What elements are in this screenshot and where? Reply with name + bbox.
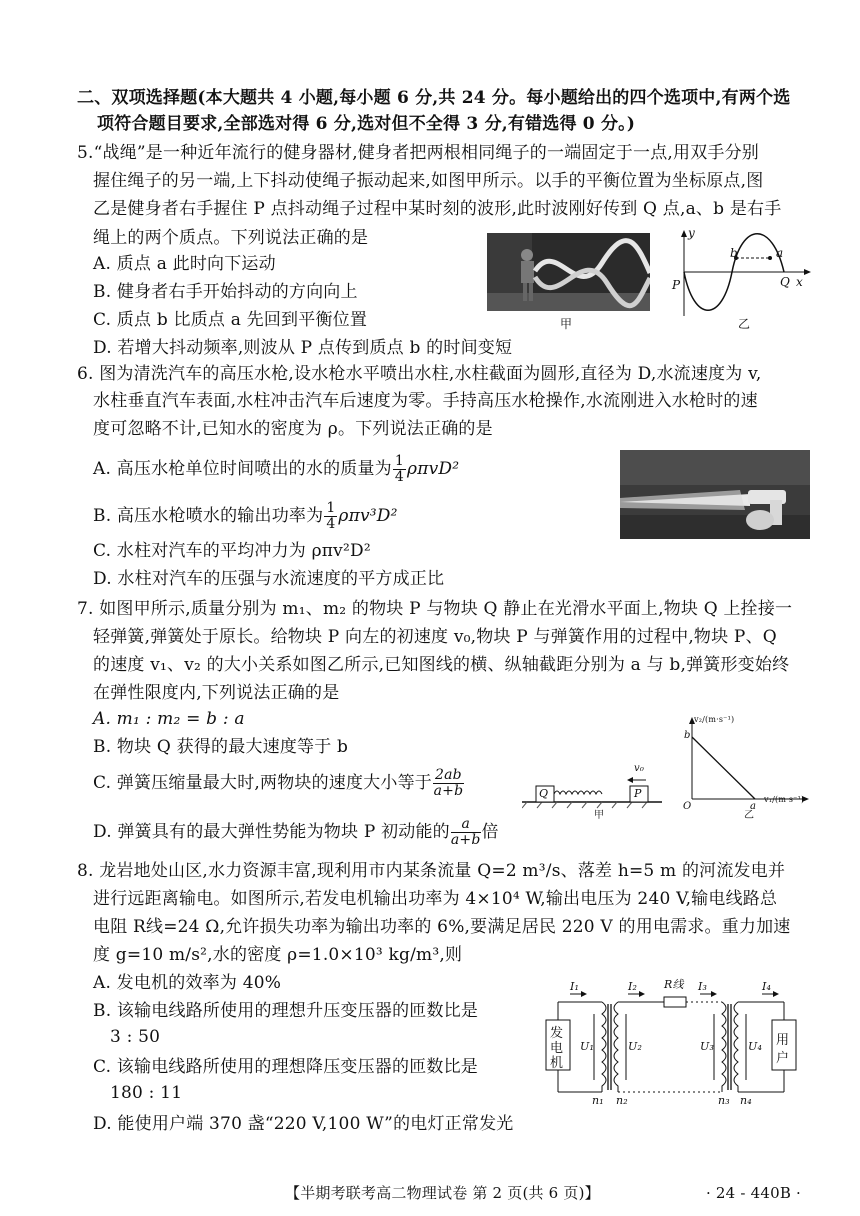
- graph-y-label: y: [688, 226, 695, 240]
- q7-fig-jia-caption: 甲: [594, 810, 605, 821]
- q6-stem-line1: 6. 图为清洗汽车的高压水枪,设水枪水平喷出水柱,水柱截面为圆形,直径为 D,水流速度为 v,: [77, 364, 762, 384]
- q7-stem-line1: 7. 如图甲所示,质量分别为 m₁、m₂ 的物块 P 与物块 Q 静止在光滑水平面上,物块 Q 上拴接一: [77, 599, 793, 619]
- turns-n4: n₄: [740, 1094, 752, 1107]
- q5-option-c[interactable]: C. 质点 b 比质点 a 先回到平衡位置: [93, 310, 368, 330]
- q6-a-fraction: $\frac{1}{4}$: [394, 453, 404, 485]
- graph-point-q: Q: [780, 275, 791, 289]
- generator-label: 发电机: [550, 1026, 564, 1071]
- q7-d-fraction: $\frac{a}{a+b}$: [450, 816, 481, 848]
- waveform-graph: [672, 228, 812, 323]
- q6-stem-line3: 度可忽略不计,已知水的密度为 ρ。下列说法正确的是: [93, 419, 493, 439]
- page-footer: 【半期考联考高二物理试卷 第 2 页(共 6 页)】: [285, 1184, 600, 1202]
- battle-rope-photo: [487, 233, 650, 311]
- q8-stem-line1: 8. 龙岩地处山区,水力资源丰富,现利用市内某条流量 Q=2 m³/s、落差 h=5 m 的河流发电并: [77, 861, 786, 881]
- paper-code: · 24 - 440B ·: [706, 1184, 802, 1202]
- q8-option-a[interactable]: A. 发电机的效率为 40%: [93, 973, 282, 993]
- graph-intercept-b: b: [684, 730, 691, 741]
- q8-option-c[interactable]: C. 该输电线路所使用的理想降压变压器的匝数比是: [93, 1057, 479, 1077]
- q8-stem-line3: 电阻 R线=24 Ω,允许损失功率为输出功率的 6%,要满足居民 220 V 的用电需求。重力加速: [93, 917, 791, 937]
- q8-stem-line4: 度 g=10 m/s²,水的密度 ρ=1.0×10³ kg/m³,则: [93, 945, 463, 965]
- turns-n2: n₂: [616, 1094, 628, 1107]
- block-q-label: Q: [539, 787, 549, 800]
- q8-stem-line2: 进行远距离输电。如图所示,若发电机输出功率为 4×10⁴ W,输出电压为 240 V,输电线路总: [93, 889, 778, 909]
- q5-fig-yi-caption: 乙: [738, 317, 751, 331]
- graph-v1-axis-label: v₁/(m·s⁻¹): [764, 795, 805, 804]
- q6-option-d[interactable]: D. 水柱对汽车的压强与水流速度的平方成正比: [93, 569, 445, 589]
- q7-option-d[interactable]: D. 弹簧具有的最大弹性势能为物块 P 初动能的 $\frac{a}{a+b}$ 倍: [93, 816, 499, 848]
- transmission-circuit: [540, 980, 810, 1110]
- graph-intercept-a: a: [750, 801, 757, 812]
- q6-option-a[interactable]: A. 高压水枪单位时间喷出的水的质量为 $\frac{1}{4}$ ρπvD²: [93, 453, 460, 485]
- q5-stem-line4: 绳上的两个质点。下列说法正确的是: [93, 228, 369, 248]
- section-heading: 二、双项选择题(本大题共 4 小题,每小题 6 分,共 24 分。每小题给出的四个选项中,有两个选: [77, 88, 791, 108]
- voltage-u2: U₂: [628, 1040, 643, 1053]
- pressure-washer-photo: [620, 450, 810, 539]
- q7-fig-yi-caption: 乙: [744, 810, 755, 821]
- current-i1: I₁: [570, 980, 580, 993]
- current-i2: I₂: [628, 980, 638, 993]
- q5-option-b[interactable]: B. 健身者右手开始抖动的方向向上: [93, 282, 358, 302]
- q5-stem-line3: 乙是健身者右手握住 P 点抖动绳子过程中某时刻的波形,此时波刚好传到 Q 点,a、b 是右手: [93, 199, 782, 219]
- q5-option-d[interactable]: D. 若增大抖动频率,则波从 P 点传到质点 b 的时间变短: [93, 338, 513, 358]
- q5-option-a[interactable]: A. 质点 a 此时向下运动: [93, 254, 276, 274]
- q6-option-c[interactable]: C. 水柱对汽车的平均冲力为 ρπv²D²: [93, 541, 371, 561]
- block-p-label: P: [634, 787, 642, 800]
- q7-c-fraction: $\frac{2ab}{a+b}$: [433, 767, 464, 799]
- q8-option-b[interactable]: B. 该输电线路所使用的理想升压变压器的匝数比是: [93, 1001, 479, 1021]
- q7-stem-line3: 的速度 v₁、v₂ 的大小关系如图乙所示,已知图线的横、纵轴截距分别为 a 与 b,弹簧形变始终: [93, 655, 790, 675]
- q5-stem-line2: 握住绳子的另一端,上下抖动使绳子振动起来,如图甲所示。以手的平衡位置为坐标原点,图: [93, 171, 764, 191]
- graph-point-b: b: [730, 246, 738, 260]
- q6-b-fraction: $\frac{1}{4}$: [326, 500, 336, 532]
- spring-blocks-figure: [522, 760, 662, 820]
- q7-stem-line4: 在弹性限度内,下列说法正确的是: [93, 683, 340, 703]
- current-i3: I₃: [698, 980, 708, 993]
- turns-n1: n₁: [592, 1094, 604, 1107]
- q8-option-b-ratio: 3 : 50: [110, 1027, 161, 1047]
- q8-option-c-ratio: 180 : 11: [110, 1083, 183, 1103]
- graph-v2-axis-label: v₂/(m·s⁻¹): [694, 715, 735, 724]
- velocity-graph: [680, 715, 810, 815]
- q6-stem-line2: 水柱垂直汽车表面,水柱冲击汽车后速度为零。手持高压水枪操作,水流刚进入水枪时的速: [93, 391, 758, 411]
- voltage-u1: U₁: [580, 1040, 595, 1053]
- velocity-v0-label: v₀: [634, 763, 645, 774]
- current-i4: I₄: [762, 980, 772, 993]
- graph-x-label: x: [796, 275, 803, 289]
- q7-option-a[interactable]: A. m₁ : m₂ = b : a: [93, 709, 245, 729]
- q5-fig-jia-caption: 甲: [560, 317, 573, 331]
- voltage-u3: U₃: [700, 1040, 715, 1053]
- line-resistor-label: R线: [664, 978, 684, 991]
- q8-option-d[interactable]: D. 能使用户端 370 盏“220 V,100 W”的电灯正常发光: [93, 1114, 514, 1134]
- graph-point-p: P: [672, 278, 681, 292]
- graph-origin: O: [683, 801, 692, 812]
- user-label: 用户: [776, 1033, 790, 1066]
- voltage-u4: U₄: [748, 1040, 763, 1053]
- q7-stem-line2: 轻弹簧,弹簧处于原长。给物块 P 向左的初速度 v₀,物块 P 与弹簧作用的过程中,物块 P、Q: [93, 627, 777, 647]
- section-heading-line2: 项符合题目要求,全部选对得 6 分,选对但不全得 3 分,有错选得 0 分。): [97, 114, 636, 134]
- q7-option-b[interactable]: B. 物块 Q 获得的最大速度等于 b: [93, 737, 349, 757]
- q7-option-c[interactable]: C. 弹簧压缩量最大时,两物块的速度大小等于 $\frac{2ab}{a+b}$: [93, 767, 464, 799]
- q6-option-b[interactable]: B. 高压水枪喷水的输出功率为 $\frac{1}{4}$ ρπv³D²: [93, 500, 398, 532]
- q5-stem-line1: 5.“战绳”是一种近年流行的健身器材,健身者把两根相同绳子的一端固定于一点,用双手分别: [77, 143, 760, 163]
- turns-n3: n₃: [718, 1094, 730, 1107]
- graph-point-a: a: [776, 246, 784, 260]
